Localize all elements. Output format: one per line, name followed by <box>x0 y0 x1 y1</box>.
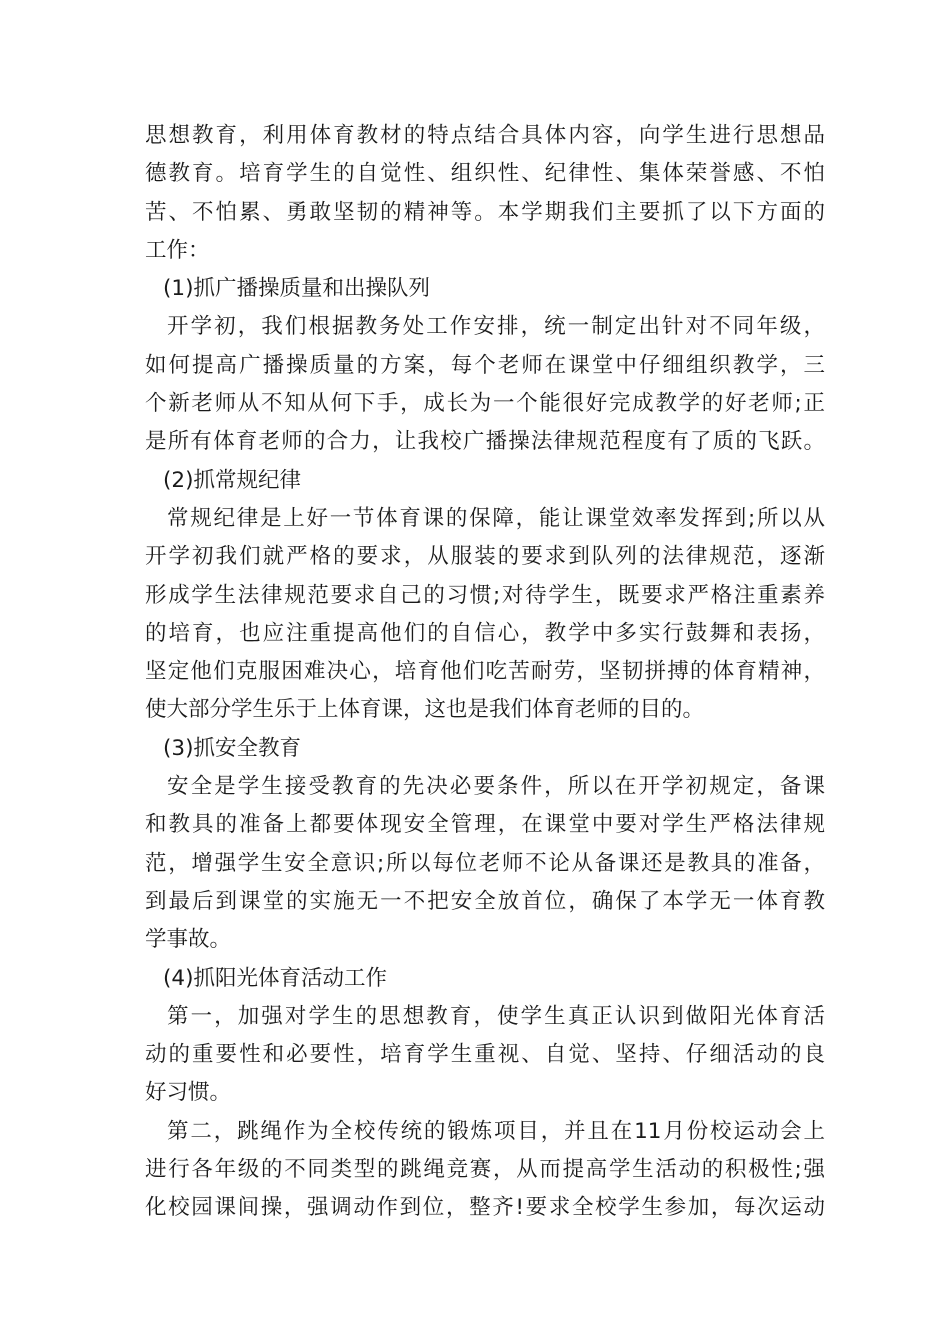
text-line: 学事故。 <box>145 927 232 953</box>
text-line: 动的重要性和必要性，培育学生重视、自觉、坚持、仔细活动的良 <box>145 1042 825 1068</box>
section-heading: (2)抓常规纪律 <box>163 467 301 493</box>
text-line: 开学初，我们根据教务处工作安排，统一制定出针对不同年级， <box>167 314 825 340</box>
text-line: 形成学生法律规范要求自己的习惯;对待学生，既要求严格注重素养 <box>145 582 825 608</box>
text-line: 和教具的准备上都要体现安全管理，在课堂中要对学生严格法律规 <box>145 812 825 838</box>
section-heading: (1)抓广播操质量和出操队列 <box>163 276 430 302</box>
text-line: 是所有体育老师的合力，让我校广播操法律规范程度有了质的飞跃。 <box>145 429 825 455</box>
text-line: 进行各年级的不同类型的跳绳竞赛，从而提高学生活动的积极性;强 <box>145 1157 825 1183</box>
text-line: 第二，跳绳作为全校传统的锻炼项目，并且在11月份校运动会上 <box>167 1118 825 1144</box>
text-line: 如何提高广播操质量的方案，每个老师在课堂中仔细组织教学，三 <box>145 352 825 378</box>
text-line: 苦、不怕累、勇敢坚韧的精神等。本学期我们主要抓了以下方面的 <box>145 199 825 225</box>
text-line: 第一，加强对学生的思想教育，使学生真正认识到做阳光体育活 <box>167 1003 825 1029</box>
text-line: 的培育，也应注重提高他们的自信心，教学中多实行鼓舞和表扬， <box>145 620 825 646</box>
text-line: 安全是学生接受教育的先决必要条件，所以在开学初规定，备课 <box>167 774 825 800</box>
text-line: 开学初我们就严格的要求，从服装的要求到队列的法律规范，逐渐 <box>145 544 825 570</box>
document-body <box>145 117 825 1228</box>
section-heading: (3)抓安全教育 <box>163 735 301 761</box>
text-line: 范，增强学生安全意识;所以每位老师不论从备课还是教具的准备， <box>145 850 825 876</box>
text-line: 工作： <box>145 237 210 263</box>
text-line: 德教育。培育学生的自觉性、组织性、纪律性、集体荣誉感、不怕 <box>145 161 825 187</box>
text-line: 个新老师从不知从何下手，成长为一个能很好完成教学的好老师;正 <box>145 391 825 417</box>
text-line: 常规纪律是上好一节体育课的保障，能让课堂效率发挥到;所以从 <box>167 505 825 531</box>
text-line: 使大部分学生乐于上体育课，这也是我们体育老师的目的。 <box>145 697 705 723</box>
text-line: 思想教育，利用体育教材的特点结合具体内容，向学生进行思想品 <box>145 123 825 148</box>
text-line: 好习惯。 <box>145 1080 232 1106</box>
section-heading: (4)抓阳光体育活动工作 <box>163 965 387 991</box>
text-line: 到最后到课堂的实施无一不把安全放首位，确保了本学无一体育教 <box>145 888 825 914</box>
text-line: 坚定他们克服困难决心，培育他们吃苦耐劳，坚韧拼搏的体育精神， <box>145 659 825 685</box>
text-line: 化校园课间操，强调动作到位，整齐!要求全校学生参加，每次运动 <box>145 1195 825 1221</box>
